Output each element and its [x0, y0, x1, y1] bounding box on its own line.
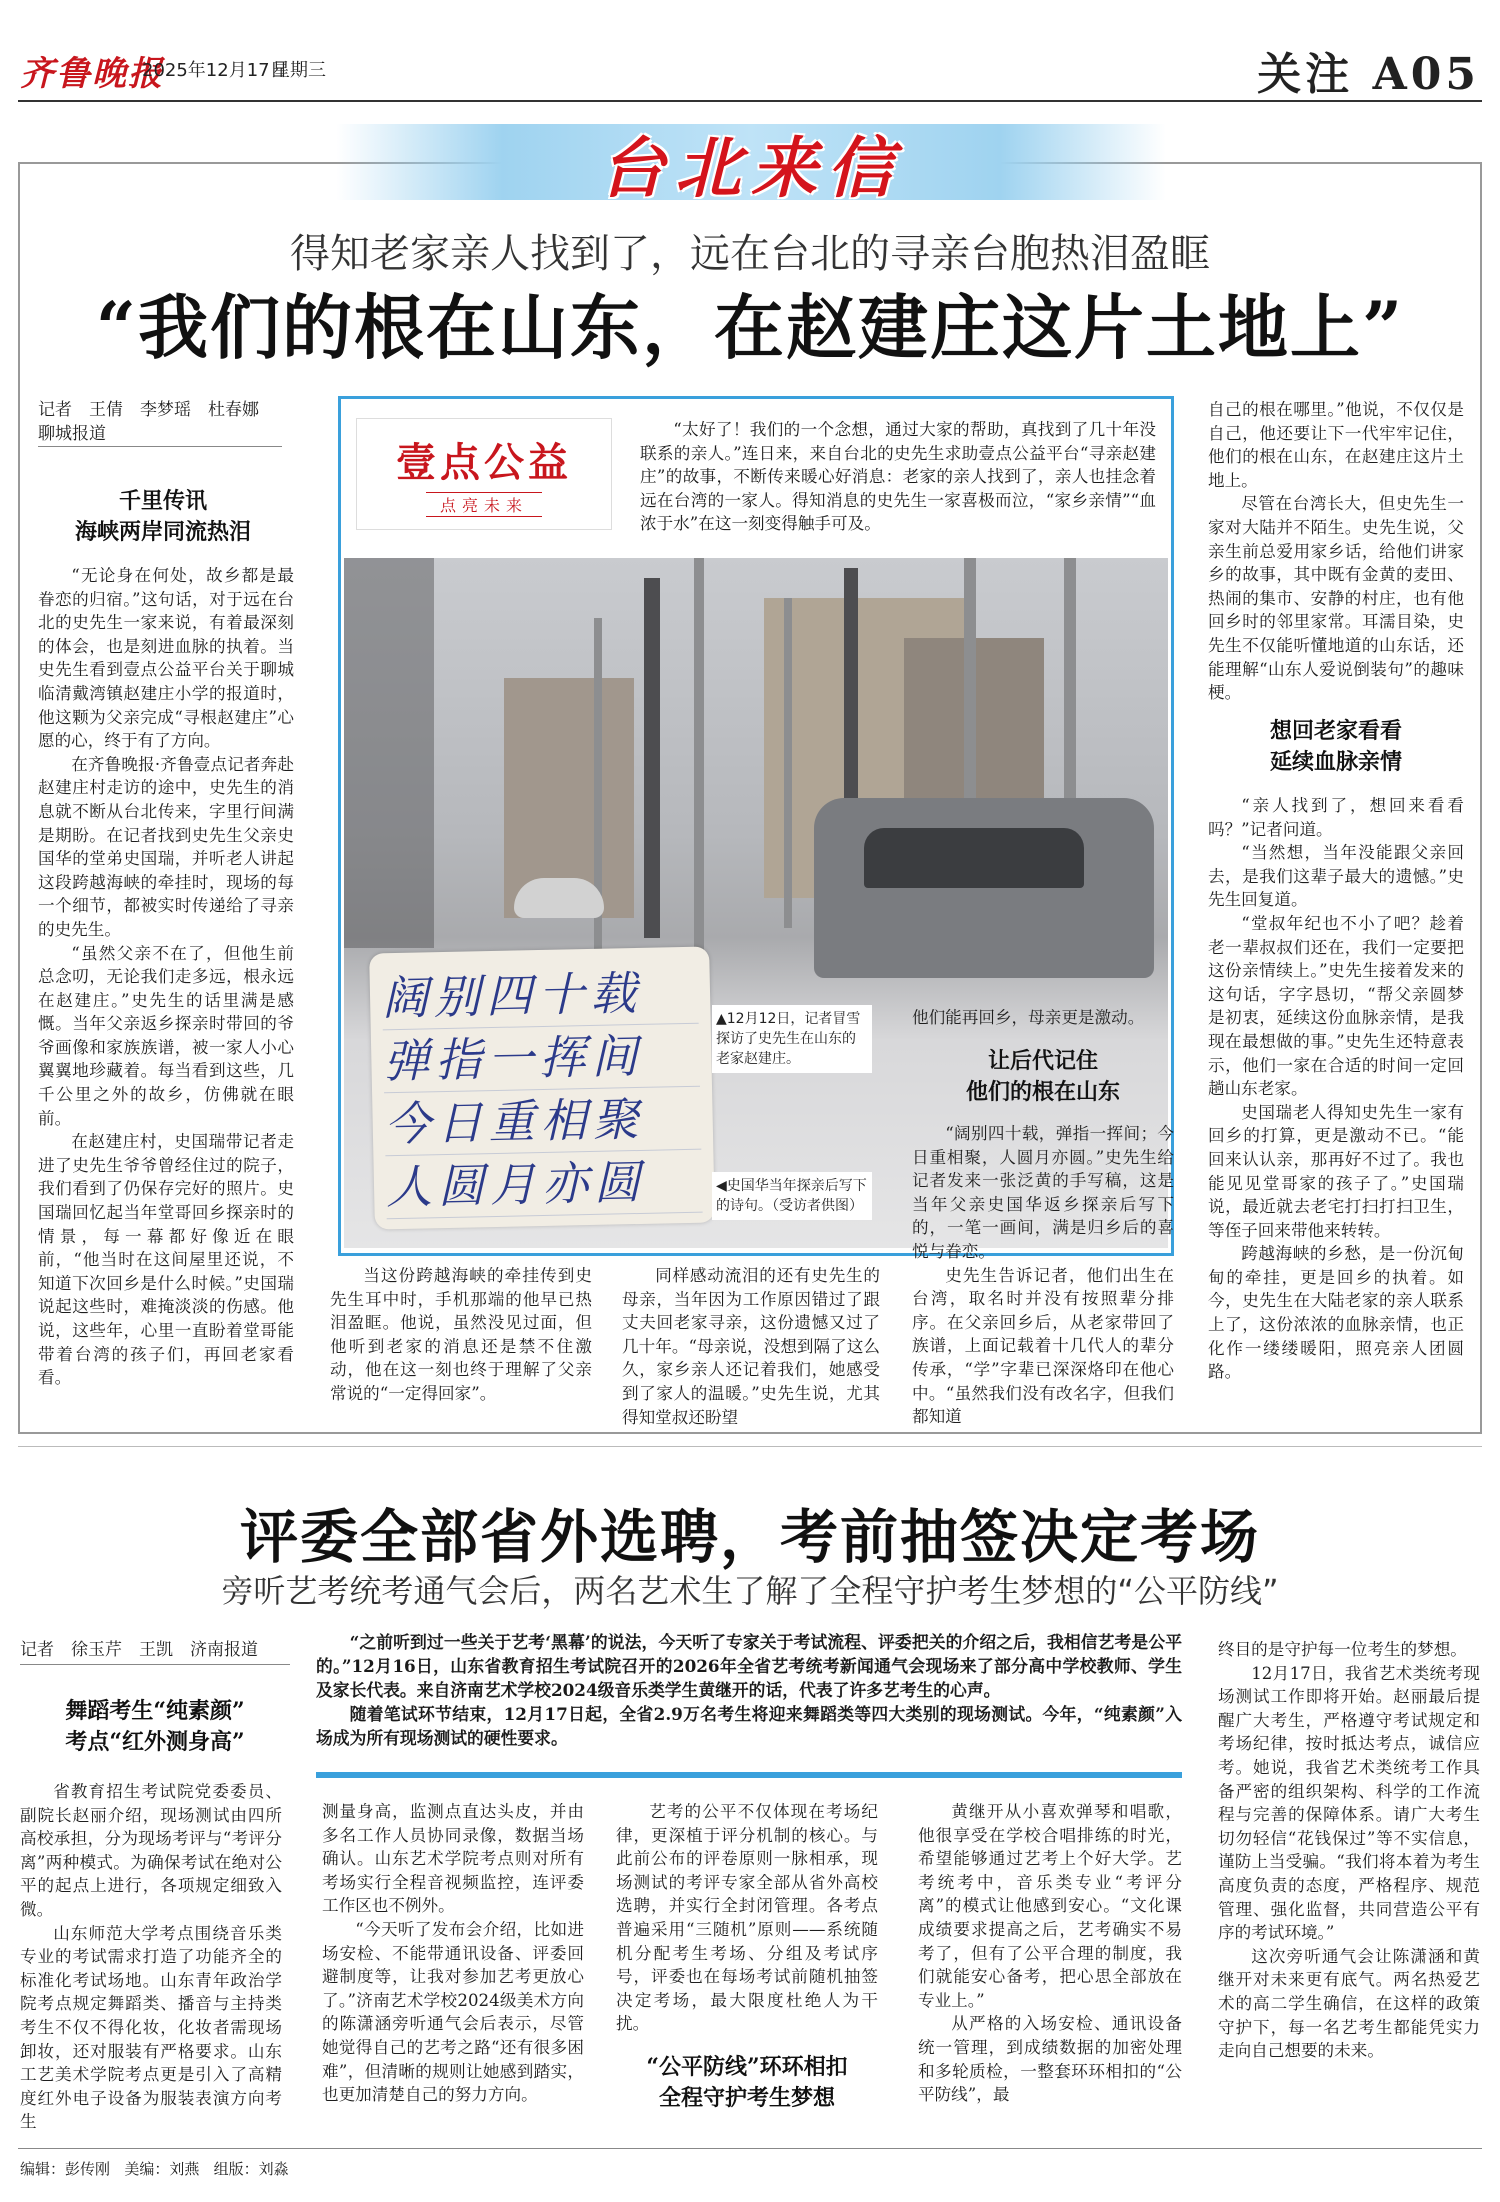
paragraph: 史国瑞老人得知史先生一家有回乡的打算，更是激动不已。“能回来认认亲，那再好不过了。我也能见见堂哥家的孩子了。”史国瑞说，最近就去老宅打扫打扫卫生，等侄子回来带他来转转。 — [1208, 1102, 1464, 1240]
box-lead — [640, 418, 1156, 536]
story2-subhead2 — [616, 2052, 878, 2114]
masthead: 齐鲁晚报 — [20, 54, 164, 94]
footer-rule — [18, 2148, 1482, 2149]
paragraph: 山东师范大学考点围绕音乐类专业的考试需求打造了功能齐全的标准化考试场地。山东青年政治学院考点规定舞蹈类、播音与主持类考生不仅不得化妆，化妆者需现场卸妆，还对服装有严格要求。山东工艺美术学院考点更是引入了高精度红外电子设备为服装表演方向考生 — [20, 1923, 282, 2132]
story1-col5-body — [1208, 794, 1464, 1384]
issue-date: 2025年12月17日 — [142, 60, 288, 81]
paragraph: 黄继开从小喜欢弹琴和唱歌，他很享受在学校合唱排练的时光，希望能够通过艺考上个好大学。艺考统考中，音乐类专业“考评分离”的模式让他感到安心。“文化课成绩要求提高之后，艺考确实不易考了，但有了公平合理的制度，我们就能安心备考，把心思全部放在专业上。” — [918, 1802, 1182, 2010]
paragraph: 同样感动流泪的还有史先生的母亲，当年因为工作原因错过了跟丈夫回老家寻亲，这份遗憾又过了几十年。“母亲说，没想到隔了这么久，家乡亲人还记着我们，她感受到了家人的温暖。”史先生说，尤其得知堂叔还盼望 — [622, 1266, 880, 1427]
logo-text: 壹点公益 — [396, 439, 572, 486]
paragraph: “太好了！我们的一个念想，通过大家的帮助，真找到了几十年没联系的亲人。”连日来，来自台北的史先生求助壹点公益平台“寻亲赵建庄”的故事，不断传来暖心好消息：老家的亲人找到了，亲人也挂念着远在台湾的一家人。得知消息的史先生一家喜极而泣，“家乡亲情”“血浓于水”在这一刻变得触手可及。 — [640, 420, 1156, 534]
subhead-line: 千里传讯 — [118, 488, 207, 514]
paragraph: 艺考的公平不仅体现在考场纪律，更深植于评分机制的核心。与此前公布的评卷原则一脉相承，现场测试的考评专家全部从省外高校选聘，并实行全封闭管理。各考点普遍采用“三随机”原则——系统随机分配考生考场、分组及考试序号，评委也在每场考试前随机抽签决定考场，最大限度杜绝人为干扰。 — [616, 1802, 878, 2034]
paragraph: 这次旁听通气会让陈潇涵和黄继开对未来更有底气。两名热爱艺术的高二学生确信，在这样的政策守护下，每一名艺考生都能凭实力走向自己想要的未来。 — [1218, 1946, 1480, 2061]
note-line: 弹指一挥间 — [383, 1024, 700, 1094]
paragraph: 12月17日，我省艺术类统考现场测试工作即将开始。赵丽最后提醒广大考生，严格遵守考试规定和考场纪律，按时抵达考点，诚信应考。她说，我省艺术类统考工作具备严密的组织架构、科学的工作流程与完善的保障体系。请广大考生切勿轻信“花钱保过”等不实信息，谨防上当受骗。“我们将本着为考生高度负责的态度，严格程序、规范管理、强化监督，共同营造公平有序的考试环境。” — [1218, 1663, 1480, 1943]
section-label — [1257, 38, 1480, 102]
banner-title: 台北来信 — [599, 128, 903, 207]
story1-subhead2 — [912, 1046, 1174, 1108]
note-line: 今日重相聚 — [384, 1087, 701, 1157]
subhead-line: 舞蹈考生“纯素颜” — [65, 1698, 245, 1724]
handwritten-note — [369, 946, 715, 1229]
paragraph: 从严格的入场安检、通讯设备统一管理，到成绩数据的加密处理和多轮质检，一整套环环相扣的“公平防线”，最 — [918, 2014, 1182, 2105]
paragraph: “当然想，当年没能跟父亲回去，是我们这辈子最大的遗憾。”史先生回复道。 — [1208, 843, 1464, 910]
header-rule — [18, 100, 1482, 102]
paragraph: 当这份跨越海峡的牵挂传到史先生耳中时，手机那端的他早已热泪盈眶。他说，虽然没见过面，但他听到老家的消息还是禁不住激动，他在这一刻也终于理解了父亲常说的“一定得回家”。 — [330, 1266, 592, 1403]
subhead-line: 考点“红外测身高” — [65, 1729, 245, 1755]
paragraph: “无论身在何处，故乡都是最眷恋的归宿。”这句话，对于远在台北的史先生一家来说，有着最深刻的体会，也是刻进血脉的执着。当史先生看到壹点公益平台关于聊城临清戴湾镇赵建庄小学的报道时，他这颗为父亲完成“寻根赵建庄”心愿的心，终于有了方向。 — [38, 566, 294, 751]
subhead-line: “公平防线”环环相扣 — [646, 2054, 848, 2080]
subhead-line: 海峡两岸同流热泪 — [74, 519, 251, 545]
story1-col3 — [622, 1264, 880, 1429]
photo-caption: ▲12月12日，记者冒雪探访了史先生在山东的老家赵建庄。 — [712, 1005, 872, 1073]
story2-col5 — [1218, 1638, 1480, 2063]
paragraph: 测量身高，监测点直达头皮，并由多名工作人员协同录像，数据当场确认。山东艺术学院考点则对所有考场实行全程音视频监控，连评委工作区也不例外。 — [322, 1802, 584, 1916]
story1-subtitle: 得知老家亲人找到了，远在台北的寻亲台胞热泪盈眶 — [290, 231, 1210, 277]
story2-lead — [316, 1630, 1182, 1750]
section-name: 关注 — [1257, 49, 1354, 100]
paragraph: 史先生告诉记者，他们出生在台湾，取名时并没有按照辈分排序。在父亲回乡后，从老家带回了族谱，上面记载着十几代人的辈分传承，“学”字辈已深深烙印在他心中。“虽然我们没有改名字，但我们都知道 — [912, 1265, 1174, 1427]
footer-credits — [20, 2158, 289, 2179]
editor-credit: 编辑：彭传刚 — [20, 2160, 111, 2178]
story1-subhead1 — [38, 486, 288, 548]
byline-rule — [38, 446, 282, 447]
subhead-line: 让后代记住 — [987, 1048, 1098, 1074]
paragraph: 跨越海峡的乡愁，是一份沉甸甸的牵挂，更是回乡的执着。如今，史先生在大陆老家的亲人联系上了，这份浓浓的血脉亲情，也正化作一缕缕暖阳，照亮亲人团圆路。 — [1208, 1244, 1464, 1382]
story2-subtitle: 旁听艺考统考通气会后，两名艺术生了解了全程守护考生梦想的“公平防线” — [221, 1572, 1279, 1610]
story2-byline: 记者 徐玉芹 王凯 济南报道 — [20, 1640, 258, 1660]
note-line: 阔别四十载 — [381, 961, 698, 1031]
note-caption: ◀史国华当年探亲后写下的诗句。（受访者供图） — [712, 1172, 872, 1220]
section-divider — [18, 1446, 1482, 1447]
story1-title: “我们的根在山东，在赵建庄这片土地上” — [95, 286, 1405, 369]
paragraph: “今天听了发布会介绍，比如进场安检、不能带通讯设备、评委回避制度等，让我对参加艺考更放心了。”济南艺术学校2024级美术方向的陈潇涵旁听通气会后表示，尽管她觉得自己的艺考之路“还有很多困难”，但清晰的规则让她感到踏实，也更加清楚自己的努力方向。 — [322, 1919, 584, 2105]
byline-rule — [20, 1664, 290, 1665]
story2-col1 — [20, 1780, 282, 2134]
story2-title: 评委全部省外选聘，考前抽签决定考场 — [239, 1503, 1260, 1571]
story1-subhead3 — [1208, 716, 1464, 778]
issue-weekday: 星期三 — [272, 60, 326, 81]
page-number: A05 — [1372, 49, 1480, 100]
paragraph: 省教育招生考试院党委委员、副院长赵丽介绍，现场测试由四所高校承担，分为现场考评与“考评分离”两种模式。为确保考试在绝对公平的起点上进行，各项规定细致入微。 — [20, 1782, 282, 1919]
lead-rule — [316, 1772, 1182, 1778]
paragraph: “亲人找到了，想回来看看吗？”记者问道。 — [1208, 796, 1464, 839]
paragraph: 终目的是守护每一位考生的梦想。 — [1218, 1640, 1467, 1659]
story1-byline — [38, 398, 288, 446]
banner — [336, 124, 1166, 207]
story2-col3 — [616, 1800, 878, 2036]
paragraph: 在赵建庄村，史国瑞带记者走进了史先生爷爷曾经住过的院子，我们看到了仍保存完好的照片。史国瑞回忆起当年堂哥回乡探亲时的情景，每一幕都好像近在眼前，“他当时在这间屋里还说，不知道下次回乡是什么时候。”史国瑞说起这些时，难掩淡淡的伤感。他说，这些年，心里一直盼着堂哥能带着台湾的孩子们，再回老家看看。 — [38, 1132, 294, 1388]
layout-credit: 组版：刘淼 — [213, 2160, 289, 2178]
art-credit: 美编：刘燕 — [124, 2160, 200, 2178]
story2-subhead1 — [20, 1696, 290, 1758]
story1-col4-top: 他们能再回乡，母亲更是激动。 — [912, 1008, 1145, 1027]
note-line: 人圆月亦圆 — [385, 1150, 702, 1220]
story1-reporters: 记者 王倩 李梦瑶 杜春娜 — [38, 400, 259, 420]
logo-slogan: 点亮未来 — [426, 492, 542, 517]
subhead-line: 他们的根在山东 — [965, 1079, 1120, 1105]
paragraph: 自己的根在哪里。”他说，不仅仅是自己，他还要让下一代牢牢记住，他们的根在山东，在赵建庄这片土地上。 — [1208, 400, 1464, 490]
subhead-line: 全程守护考生梦想 — [658, 2085, 835, 2111]
paragraph: 尽管在台湾长大，但史先生一家对大陆并不陌生。史先生说，父亲生前总爱用家乡话，给他们讲家乡的故事，其中既有金黄的麦田、热闹的集市、安静的村庄，也有他回乡时的邻里家常。耳濡目染，史先生不仅能听懂地道的山东话，还能理解“山东人爱说倒装句”的趣味梗。 — [1208, 494, 1464, 703]
subhead-line: 想回老家看看 — [1269, 718, 1402, 744]
story1-col2 — [330, 1264, 592, 1406]
story1-col4 — [912, 1122, 1174, 1429]
story1-dateline: 聊城报道 — [38, 424, 106, 444]
paragraph: “阔别四十载，弹指一挥间；今日重相聚，人圆月亦圆。”史先生给记者发来一张泛黄的手写稿，这是当年父亲史国华返乡探亲后写下的，一笔一画间，满是归乡后的喜悦与眷恋。 — [912, 1124, 1174, 1261]
paragraph: 随着笔试环节结束，12月17日起，全省2.9万名考生将迎来舞蹈类等四大类别的现场测试。今年，“纯素颜”入场成为所有现场测试的硬性要求。 — [316, 1704, 1182, 1748]
logo-box — [356, 418, 612, 530]
story1-col5 — [1208, 398, 1464, 705]
story1-col1 — [38, 564, 294, 1390]
paragraph: “之前听到过一些关于艺考‘黑幕’的说法，今天听了专家关于考试流程、评委把关的介绍之后，我相信艺考是公平的。”12月16日，山东省教育招生考试院召开的2026年全省艺考统考新闻通气会现场来了部分高中学校教师、学生及家长代表。来自济南艺术学校2024级音乐类学生黄继开的话，代表了许多艺考生的心声。 — [316, 1632, 1182, 1700]
story2-col2 — [322, 1800, 584, 2107]
paragraph: “虽然父亲不在了，但他生前总念叨，无论我们走多远，根永远在赵建庄。”史先生的话里满是感慨。当年父亲返乡探亲时带回的爷爷画像和家族族谱，被一家人小心翼翼地珍藏着。每当看到这些，几千公里之外的故乡，仿佛就在眼前。 — [38, 943, 294, 1128]
paragraph: “堂叔年纪也不小了吧？趁着老一辈叔叔们还在，我们一定要把这份亲情续上。”史先生接着发来的这句话，字字恳切，“帮父亲圆梦是初衷，延续这份血脉亲情，是我现在最想做的事。”史先生还特意表示，他们一家在合适的时间一定回趟山东老家。 — [1208, 913, 1464, 1099]
paragraph: 在齐鲁晚报·齐鲁壹点记者奔赴赵建庄村走访的途中，史先生的消息就不断从台北传来，字里行间满是期盼。在记者找到史先生父亲史国华的堂弟史国瑞，并听老人讲起这段跨越海峡的牵挂时，现场的每一个细节，都被实时传递给了寻亲的史先生。 — [38, 754, 294, 939]
subhead-line: 延续血脉亲情 — [1269, 749, 1402, 775]
story2-col4 — [918, 1800, 1182, 2107]
